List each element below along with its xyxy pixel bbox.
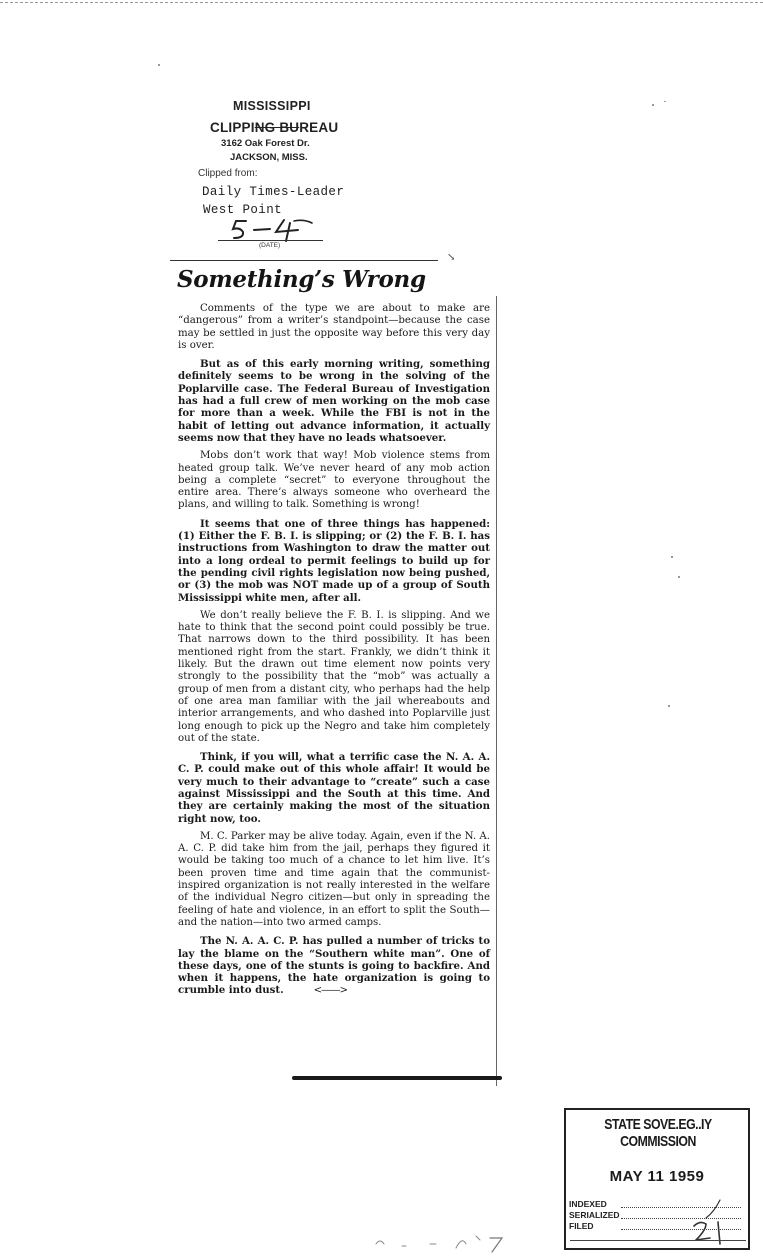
speck [158, 64, 160, 66]
date-label: (DATE) [259, 242, 281, 249]
article-paragraph: M. C. Parker may be alive today. Again, even if the N. A. A. C. P. did take him from the jail, perhaps they figured it would be taking too much of a chance to let him live. It’s been proven time and time again that the communist-inspired organization is not really interested in the welfare of the individual Negro citizen—but only in spreading the feeling of hate and violence, in an effort to split the South—and the nation—into two armed camps. [178, 830, 490, 928]
article-body [178, 303, 490, 998]
speck [671, 556, 673, 558]
date-underline [218, 240, 323, 241]
stamp-indexed-label: INDEXED [569, 1199, 607, 1209]
bureau-name [210, 120, 338, 135]
speck [664, 101, 666, 102]
bureau-address: 3162 Oak Forest Dr. [221, 138, 310, 149]
bureau-name-part: REAU [299, 120, 339, 135]
article-paragraph: Think, if you will, what a terrific case the N. A. A. C. P. could make out of this whole affair! It would be very much to their advantage to “create” such a case against Mississippi and the South at this time. And they are certainly making the most of the situation right now, too. [178, 751, 490, 825]
stamp-date: MAY 11 1959 [609, 1168, 705, 1185]
stamp-title: STATE SOVE.EG..IY COMMISSION [604, 1116, 712, 1150]
stamp-bottom-line [570, 1240, 746, 1241]
article-end-rule [292, 1076, 502, 1080]
article-paragraph: Mobs don’t work that way! Mob violence stems from heated group talk. We’ve never heard of any mob action being a complete “secret” to everyone throughout the entire area. There’s always someone who overheard the plans, and willing to talk. Something is wrong! [178, 450, 490, 511]
stamp-serialized-row [569, 1210, 620, 1220]
clipped-from-label: Clipped from: [198, 168, 258, 179]
article-paragraph: We don’t really believe the F. B. I. is slipping. And we hate to think that the second point could possibly be true. That narrows down to the third possibility. It has been mentioned right from the start. Frankly, we didn’t think it likely. But the drawn out time element now points very strongly to the possibility that the “mob” was actually a group of men from a distant city, who perhaps had the help of one area man familiar with the jail whereabouts and interior arrangements, and who dashed into Poplarville just long enough to pick up the Negro and take him completely out of the state. [178, 609, 490, 744]
bureau-name-part: CLIPPI [210, 120, 255, 135]
page-edge-dashes [0, 2, 763, 3]
speck [668, 705, 670, 707]
stray-mark-icon: ↘ [447, 252, 456, 263]
bureau-city: JACKSON, MISS. [230, 152, 308, 163]
footer-handwritten-note [372, 1230, 512, 1254]
stamp-filed-label: FILED [569, 1221, 594, 1231]
stamp-serialized-label: SERIALIZED [569, 1210, 620, 1220]
stamp-indexed-row [569, 1199, 607, 1209]
article-paragraph-text: The N. A. A. C. P. has pulled a number of tricks to lay the blame on the “Southern white man”. One of these days, one of the stunts is going to backfire. And when it happens, the hate organization is going to crumble into dust. [178, 935, 490, 997]
end-of-article-mark: <——> [313, 985, 348, 997]
newspaper-city: West Point [203, 203, 283, 217]
article-headline: Something’s Wrong [177, 266, 426, 293]
article-paragraph: It seems that one of three things has happened: (1) Either the F. B. I. is slipping; or (2) the F. B. I. has instructions from Washington to draw the matter out into a long ordeal to permit feelings to build up for the pending civil rights legislation now being pushed, or (3) the mob was NOT made up of a group of South Mississippi white men, after all. [178, 517, 490, 604]
commission-stamp [564, 1108, 750, 1250]
article-paragraph: But as of this early morning writing, something definitely seems to be wrong in the solving of the Poplarville case. The Federal Bureau of Investigation has had a full crew of men working on the mob case for more than a week. While the FBI is not in the habit of letting out advance information, it actually seems now that they have no leads whatsoever. [178, 358, 490, 444]
article-paragraph: Comments of the type we are about to make are “dangerous” from a writer’s standpoint—because the case may be settled in just the opposite way before this very day is over. [178, 303, 490, 351]
speck [678, 576, 680, 578]
stamp-handwritten-number [684, 1196, 734, 1246]
bureau-name-struck: NG BU [254, 120, 300, 135]
column-rule [496, 296, 497, 1086]
bureau-state: MISSISSIPPI [233, 99, 311, 113]
speck [652, 104, 654, 106]
header-rule [170, 260, 438, 261]
article-paragraph-final [178, 935, 490, 997]
newspaper-name: Daily Times-Leader [202, 185, 345, 199]
stamp-filed-row [569, 1221, 594, 1231]
